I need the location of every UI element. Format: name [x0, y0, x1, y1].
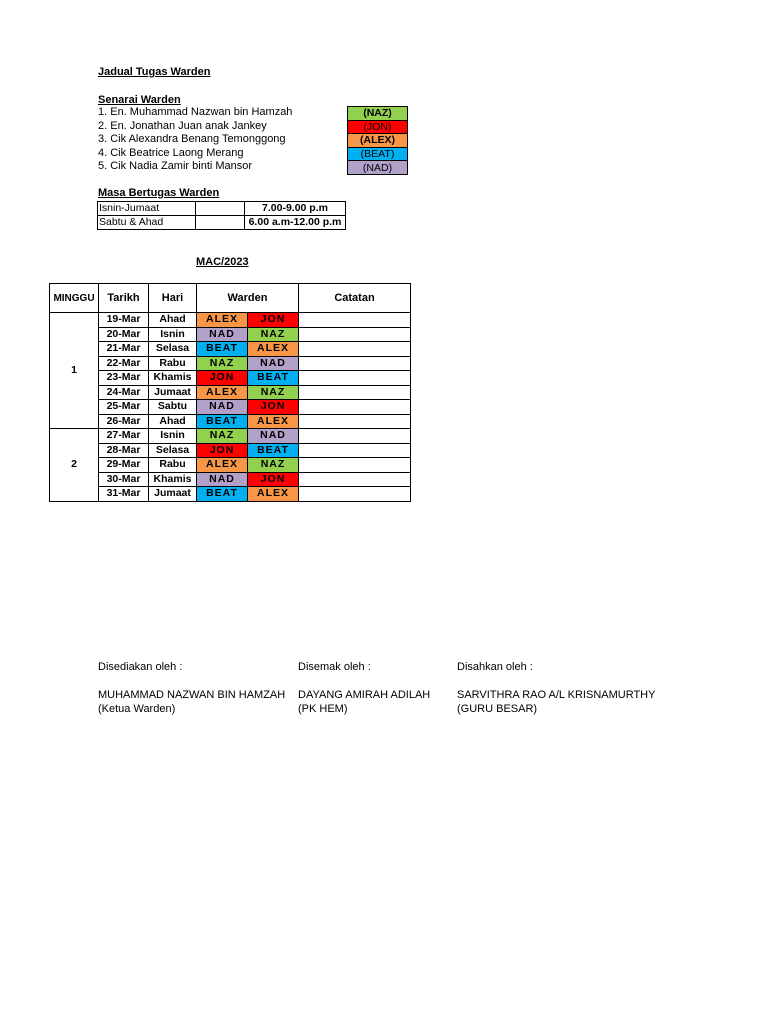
warden-cell: BEAT — [197, 342, 248, 357]
date-cell: 25-Mar — [99, 400, 149, 415]
signature-name: SARVITHRA RAO A/L KRISNAMURTHY — [457, 689, 656, 701]
signature-name: MUHAMMAD NAZWAN BIN HAMZAH — [98, 689, 286, 701]
catatan-cell — [299, 472, 411, 487]
week-number: 1 — [50, 313, 99, 429]
date-cell: 19-Mar — [99, 313, 149, 328]
warden-code-badge: (BEAT) — [348, 147, 408, 161]
masa-time: 7.00-9.00 p.m — [245, 202, 346, 216]
header-tarikh: Tarikh — [99, 284, 149, 313]
signature-block-approved — [457, 660, 655, 716]
warden-cell: NAZ — [248, 458, 299, 473]
table-header-row — [50, 284, 411, 313]
header-hari: Hari — [149, 284, 197, 313]
warden-code-badge: (NAD) — [348, 161, 408, 175]
masa-heading: Masa Bertugas Warden — [98, 187, 220, 199]
day-cell: Isnin — [149, 429, 197, 444]
table-row — [50, 385, 411, 400]
warden-cell: NAZ — [197, 356, 248, 371]
header-warden: Warden — [197, 284, 299, 313]
signature-role: (PK HEM) — [298, 703, 348, 715]
warden-cell: ALEX — [197, 385, 248, 400]
warden-code-badge: (ALEX) — [348, 134, 408, 148]
date-cell: 22-Mar — [99, 356, 149, 371]
catatan-cell — [299, 429, 411, 444]
masa-hari: Isnin-Jumaat — [98, 202, 196, 216]
catatan-cell — [299, 458, 411, 473]
warden-name: 3. Cik Alexandra Benang Temonggong — [98, 133, 286, 146]
masa-row — [98, 202, 346, 216]
warden-name: 4. Cik Beatrice Laong Merang — [98, 146, 244, 159]
date-cell: 29-Mar — [99, 458, 149, 473]
table-row — [50, 458, 411, 473]
warden-cell: ALEX — [248, 487, 299, 502]
warden-cell: ALEX — [197, 313, 248, 328]
day-cell: Selasa — [149, 443, 197, 458]
table-row — [50, 371, 411, 386]
warden-code-badge: (JON) — [348, 120, 408, 134]
warden-cell: ALEX — [197, 458, 248, 473]
table-row — [50, 429, 411, 444]
warden-cell: ALEX — [248, 414, 299, 429]
warden-name: 2. En. Jonathan Juan anak Jankey — [98, 119, 267, 132]
table-row — [50, 342, 411, 357]
day-cell: Jumaat — [149, 487, 197, 502]
day-cell: Sabtu — [149, 400, 197, 415]
table-row — [50, 472, 411, 487]
date-cell: 26-Mar — [99, 414, 149, 429]
legend-row — [348, 147, 408, 161]
masa-time: 6.00 a.m-12.00 p.m — [245, 216, 346, 230]
table-row — [50, 414, 411, 429]
masa-blank — [196, 216, 245, 230]
masa-hari: Sabtu & Ahad — [98, 216, 196, 230]
warden-cell: NAD — [197, 472, 248, 487]
date-cell: 27-Mar — [99, 429, 149, 444]
legend-row — [348, 134, 408, 148]
week-number: 2 — [50, 429, 99, 502]
warden-cell: NAZ — [197, 429, 248, 444]
masa-row — [98, 216, 346, 230]
header-catatan: Catatan — [299, 284, 411, 313]
signature-label: Disahkan oleh : — [457, 661, 533, 673]
day-cell: Ahad — [149, 414, 197, 429]
warden-name: 5. Cik Nadia Zamir binti Mansor — [98, 160, 253, 173]
day-cell: Khamis — [149, 371, 197, 386]
day-cell: Jumaat — [149, 385, 197, 400]
warden-list — [98, 106, 292, 174]
catatan-cell — [299, 371, 411, 386]
warden-cell: BEAT — [197, 414, 248, 429]
date-cell: 23-Mar — [99, 371, 149, 386]
month-heading: MAC/2023 — [196, 256, 249, 268]
signature-role: (Ketua Warden) — [98, 703, 176, 715]
signature-role: (GURU BESAR) — [457, 703, 538, 715]
catatan-cell — [299, 414, 411, 429]
duty-roster-table — [49, 283, 411, 502]
date-cell: 21-Mar — [99, 342, 149, 357]
warden-cell: NAD — [197, 327, 248, 342]
table-row — [50, 327, 411, 342]
legend-row — [348, 120, 408, 134]
table-row — [50, 313, 411, 328]
day-cell: Isnin — [149, 327, 197, 342]
senarai-heading: Senarai Warden — [98, 94, 181, 106]
warden-cell: BEAT — [197, 487, 248, 502]
warden-cell: JON — [248, 313, 299, 328]
header-minggu: MINGGU — [50, 284, 99, 313]
warden-cell: NAD — [197, 400, 248, 415]
catatan-cell — [299, 313, 411, 328]
warden-cell: ALEX — [248, 342, 299, 357]
warden-code-badge: (NAZ) — [348, 107, 408, 121]
warden-name: 1. En. Muhammad Nazwan bin Hamzah — [98, 106, 293, 118]
day-cell: Ahad — [149, 313, 197, 328]
legend-row — [348, 161, 408, 175]
table-row — [50, 356, 411, 371]
warden-cell: NAD — [248, 356, 299, 371]
date-cell: 24-Mar — [99, 385, 149, 400]
warden-cell: NAZ — [248, 327, 299, 342]
day-cell: Khamis — [149, 472, 197, 487]
catatan-cell — [299, 327, 411, 342]
catatan-cell — [299, 385, 411, 400]
table-row — [50, 487, 411, 502]
document-title: Jadual Tugas Warden — [98, 66, 211, 78]
warden-cell: BEAT — [248, 371, 299, 386]
signature-label: Disediakan oleh : — [98, 661, 183, 673]
catatan-cell — [299, 356, 411, 371]
date-cell: 30-Mar — [99, 472, 149, 487]
signature-block-checked — [298, 660, 430, 716]
date-cell: 31-Mar — [99, 487, 149, 502]
catatan-cell — [299, 443, 411, 458]
legend-row — [348, 107, 408, 121]
day-cell: Rabu — [149, 356, 197, 371]
signature-block-prepared — [98, 660, 285, 716]
warden-cell: JON — [248, 400, 299, 415]
catatan-cell — [299, 487, 411, 502]
table-row — [50, 400, 411, 415]
warden-cell: NAZ — [248, 385, 299, 400]
warden-cell: BEAT — [248, 443, 299, 458]
signature-label: Disemak oleh : — [298, 661, 371, 673]
table-row — [50, 443, 411, 458]
signature-name: DAYANG AMIRAH ADILAH — [298, 689, 431, 701]
day-cell: Rabu — [149, 458, 197, 473]
warden-code-legend — [347, 106, 408, 175]
day-cell: Selasa — [149, 342, 197, 357]
warden-cell: NAD — [248, 429, 299, 444]
catatan-cell — [299, 400, 411, 415]
warden-cell: JON — [197, 443, 248, 458]
date-cell: 20-Mar — [99, 327, 149, 342]
catatan-cell — [299, 342, 411, 357]
masa-blank — [196, 202, 245, 216]
warden-cell: JON — [197, 371, 248, 386]
warden-cell: JON — [248, 472, 299, 487]
masa-table — [97, 201, 346, 230]
date-cell: 28-Mar — [99, 443, 149, 458]
